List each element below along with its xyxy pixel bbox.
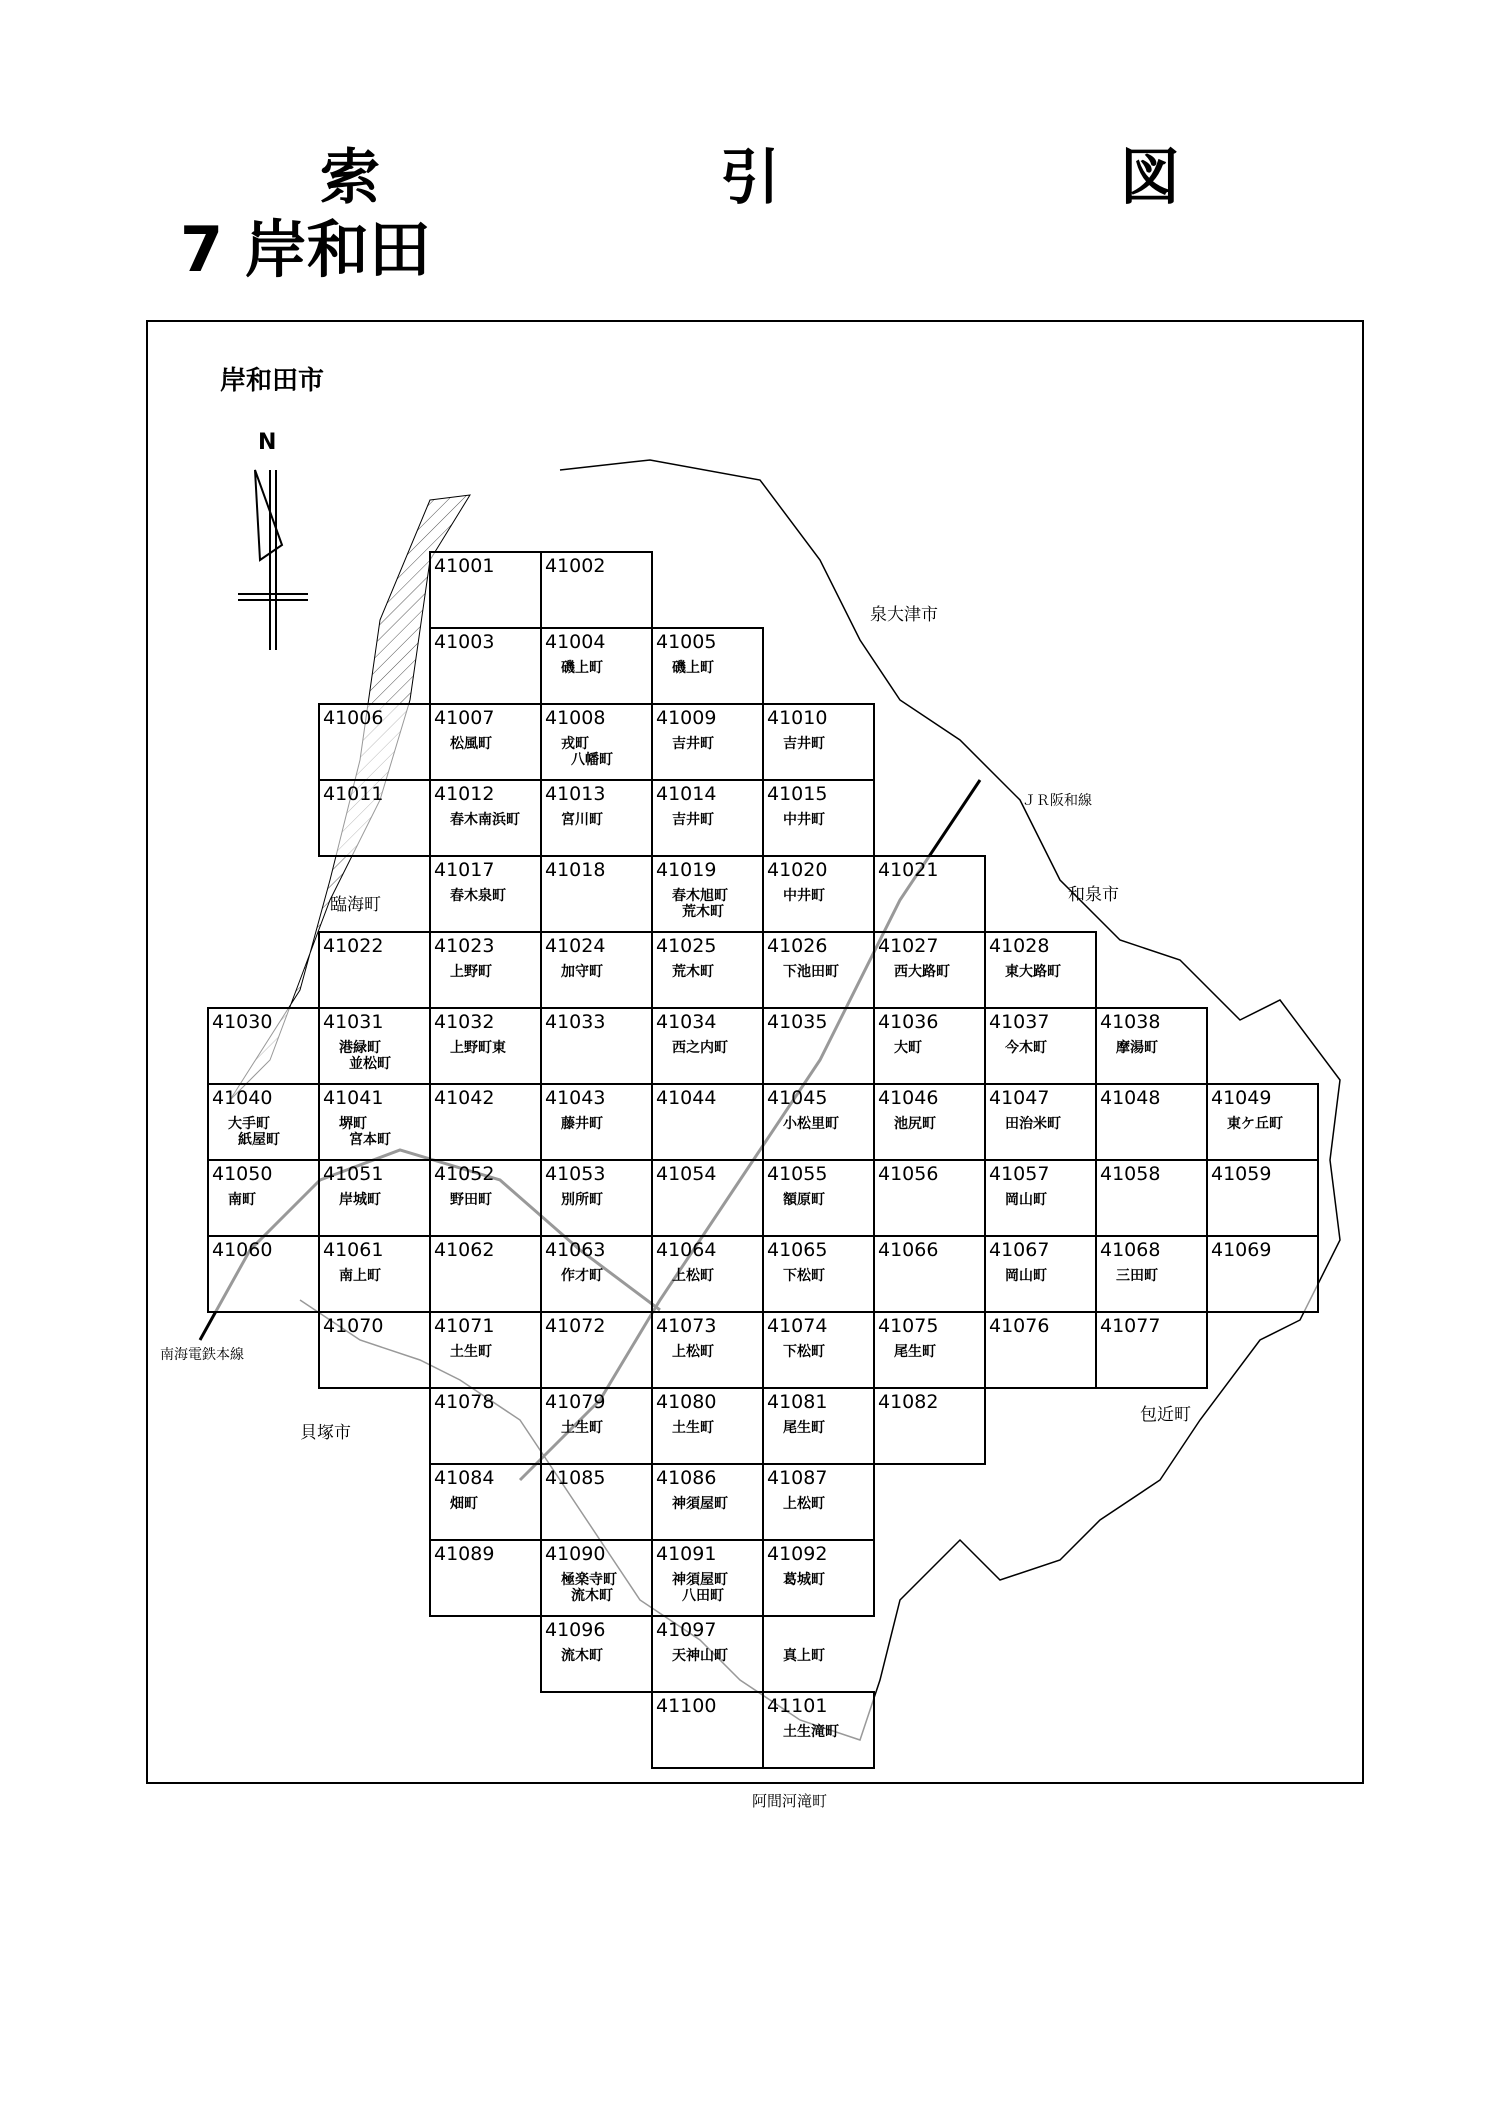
tile-number: 41021 — [878, 859, 939, 881]
town-label: 戎町 — [561, 736, 589, 752]
town-label: 神須屋町 — [672, 1496, 728, 1512]
town-label: 宮川町 — [561, 812, 603, 828]
tile-number: 41059 — [1211, 1163, 1272, 1185]
tile-number: 41025 — [656, 935, 717, 957]
tile-number: 41068 — [1100, 1239, 1161, 1261]
town-label: 野田町 — [450, 1192, 492, 1208]
tile-number: 41022 — [323, 935, 384, 957]
tile-number: 41041 — [323, 1087, 384, 1109]
tile-number: 41038 — [1100, 1011, 1161, 1033]
tile-number: 41091 — [656, 1543, 717, 1565]
tile-number: 41100 — [656, 1695, 717, 1717]
tile-number: 41086 — [656, 1467, 717, 1489]
town-label: 上松町 — [672, 1344, 714, 1360]
town-label: 上野町 — [450, 964, 492, 980]
town-label: 土生町 — [672, 1420, 714, 1436]
tile-number: 41089 — [434, 1543, 495, 1565]
tile-number: 41004 — [545, 631, 606, 653]
town-label: 今木町 — [1005, 1040, 1047, 1056]
tile-number: 41075 — [878, 1315, 939, 1337]
town-label: 大手町 — [228, 1116, 270, 1132]
tile-number: 41048 — [1100, 1087, 1161, 1109]
tile-number: 41032 — [434, 1011, 495, 1033]
tile-number: 41033 — [545, 1011, 606, 1033]
town-label: 加守町 — [561, 964, 603, 980]
tile-number: 41097 — [656, 1619, 717, 1641]
tile-number: 41062 — [434, 1239, 495, 1261]
label-jr: ＪＲ阪和線 — [1022, 793, 1092, 809]
tile-number: 41046 — [878, 1087, 939, 1109]
town-label: 流木町 — [561, 1648, 603, 1664]
tile-number: 41057 — [989, 1163, 1050, 1185]
label-akama: 阿間河滝町 — [752, 1792, 828, 1810]
town-label: 尾生町 — [894, 1344, 936, 1360]
tile-number: 41024 — [545, 935, 606, 957]
town-label: 額原町 — [783, 1192, 825, 1208]
town-label: 紙屋町 — [238, 1132, 280, 1148]
town-label: 下池田町 — [783, 964, 839, 980]
town-label: 宮本町 — [349, 1132, 391, 1148]
tile-number: 41019 — [656, 859, 717, 881]
town-label: 藤井町 — [561, 1116, 603, 1132]
tile-number: 41042 — [434, 1087, 495, 1109]
label-nankai: 南海電鉄本線 — [160, 1347, 244, 1363]
town-label: 港緑町 — [339, 1040, 381, 1056]
tile-number: 41078 — [434, 1391, 495, 1413]
town-label: 上野町東 — [450, 1040, 506, 1056]
town-label: 大町 — [894, 1040, 922, 1056]
city-label: 岸和田市 — [220, 366, 325, 396]
tile-number: 41051 — [323, 1163, 384, 1185]
tile-number: 41067 — [989, 1239, 1050, 1261]
tile-number: 41079 — [545, 1391, 606, 1413]
tile-number: 41031 — [323, 1011, 384, 1033]
tile-number: 41006 — [323, 707, 384, 729]
town-label: 土生滝町 — [783, 1724, 839, 1740]
tile-number: 41037 — [989, 1011, 1050, 1033]
town-label: 土生町 — [450, 1344, 492, 1360]
town-label: 別所町 — [561, 1192, 603, 1208]
town-label: 流木町 — [571, 1588, 613, 1604]
town-label: 並松町 — [349, 1056, 391, 1072]
town-label: 天神山町 — [672, 1648, 728, 1664]
tile-number: 41056 — [878, 1163, 939, 1185]
tile-number: 41082 — [878, 1391, 939, 1413]
town-label: 八幡町 — [571, 752, 613, 768]
tile-number: 41053 — [545, 1163, 606, 1185]
town-label: 東ケ丘町 — [1227, 1116, 1283, 1132]
tile-number: 41049 — [1211, 1087, 1272, 1109]
tile-number: 41034 — [656, 1011, 717, 1033]
page-title: 索 引 図 — [320, 143, 1320, 213]
town-label: 磯上町 — [672, 660, 714, 676]
tile-number: 41047 — [989, 1087, 1050, 1109]
tile-number: 41001 — [434, 555, 495, 577]
tile-number: 41045 — [767, 1087, 828, 1109]
town-label: 真上町 — [783, 1648, 825, 1664]
tile-number: 41007 — [434, 707, 495, 729]
town-label: 畑町 — [450, 1496, 478, 1512]
town-label: 葛城町 — [783, 1572, 825, 1588]
tile-number: 41096 — [545, 1619, 606, 1641]
tile-number: 41008 — [545, 707, 606, 729]
tile-number: 41010 — [767, 707, 828, 729]
tile-number: 41054 — [656, 1163, 717, 1185]
tile-number: 41072 — [545, 1315, 606, 1337]
tile-number: 41009 — [656, 707, 717, 729]
label-kaizuka: 貝塚市 — [300, 1423, 351, 1443]
town-label: 磯上町 — [561, 660, 603, 676]
town-label: 南上町 — [339, 1268, 381, 1284]
tile-number: 41077 — [1100, 1315, 1161, 1337]
town-label: 極楽寺町 — [561, 1572, 617, 1588]
town-label: 中井町 — [783, 812, 825, 828]
tile-number: 41015 — [767, 783, 828, 805]
north-arrow-label: N — [258, 430, 277, 455]
tile-number: 41044 — [656, 1087, 717, 1109]
tile-number: 41014 — [656, 783, 717, 805]
tile-number: 41012 — [434, 783, 495, 805]
town-label: 池尻町 — [894, 1116, 936, 1132]
page-subtitle: 7 岸和田 — [180, 213, 431, 286]
label-rinkai: 臨海町 — [330, 895, 381, 915]
tile-number: 41043 — [545, 1087, 606, 1109]
label-izumi: 和泉市 — [1068, 885, 1119, 905]
town-label: 西大路町 — [894, 964, 950, 980]
tile-number: 41074 — [767, 1315, 828, 1337]
town-label: 吉井町 — [672, 736, 714, 752]
town-label: 摩湯町 — [1116, 1040, 1158, 1056]
town-label: 吉井町 — [783, 736, 825, 752]
town-label: 岸城町 — [339, 1192, 381, 1208]
tile-number: 41087 — [767, 1467, 828, 1489]
tile-number: 41085 — [545, 1467, 606, 1489]
town-label: 下松町 — [783, 1268, 825, 1284]
town-label: 八田町 — [682, 1588, 724, 1604]
tile-number: 41071 — [434, 1315, 495, 1337]
town-label: 吉井町 — [672, 812, 714, 828]
town-label: 松風町 — [450, 736, 492, 752]
town-label: 田治米町 — [1005, 1116, 1061, 1132]
town-label: 荒木町 — [672, 964, 714, 980]
town-label: 三田町 — [1116, 1268, 1158, 1284]
tile-number: 41028 — [989, 935, 1050, 957]
tile-number: 41070 — [323, 1315, 384, 1337]
label-hokin: 包近町 — [1140, 1405, 1191, 1425]
tile-number: 41058 — [1100, 1163, 1161, 1185]
tile-number: 41018 — [545, 859, 606, 881]
tile-number: 41002 — [545, 555, 606, 577]
tile-number: 41023 — [434, 935, 495, 957]
tile-number: 41090 — [545, 1543, 606, 1565]
tile-number: 41020 — [767, 859, 828, 881]
town-label: 荒木町 — [682, 904, 724, 920]
tile-number: 41092 — [767, 1543, 828, 1565]
tile-number: 41017 — [434, 859, 495, 881]
tile-number: 41084 — [434, 1467, 495, 1489]
tile-number: 41066 — [878, 1239, 939, 1261]
tile-number: 41050 — [212, 1163, 273, 1185]
tile-number: 41081 — [767, 1391, 828, 1413]
town-label: 中井町 — [783, 888, 825, 904]
tile-number: 41064 — [656, 1239, 717, 1261]
tile-number: 41061 — [323, 1239, 384, 1261]
tile-number: 41076 — [989, 1315, 1050, 1337]
tile-number: 41052 — [434, 1163, 495, 1185]
tile-number: 41036 — [878, 1011, 939, 1033]
town-label: 春木南浜町 — [450, 812, 520, 828]
town-label: 上松町 — [783, 1496, 825, 1512]
town-label: 西之内町 — [672, 1040, 728, 1056]
town-label: 南町 — [228, 1192, 256, 1208]
town-label: 岡山町 — [1005, 1268, 1047, 1284]
town-label: 春木泉町 — [450, 888, 506, 904]
town-label: 堺町 — [339, 1116, 367, 1132]
tile-number: 41060 — [212, 1239, 273, 1261]
town-label: 小松里町 — [783, 1116, 839, 1132]
tile-number: 41080 — [656, 1391, 717, 1413]
tile-number: 41040 — [212, 1087, 273, 1109]
town-label: 尾生町 — [783, 1420, 825, 1436]
tile-number: 41055 — [767, 1163, 828, 1185]
tile-number: 41026 — [767, 935, 828, 957]
tile-number: 41063 — [545, 1239, 606, 1261]
tile-number: 41011 — [323, 783, 384, 805]
town-label: 神須屋町 — [672, 1572, 728, 1588]
town-label: 春木旭町 — [672, 888, 728, 904]
town-label: 下松町 — [783, 1344, 825, 1360]
town-label: 東大路町 — [1005, 964, 1061, 980]
town-label: 作才町 — [561, 1268, 603, 1284]
tile-number: 41005 — [656, 631, 717, 653]
tile-number: 41030 — [212, 1011, 273, 1033]
town-label: 岡山町 — [1005, 1192, 1047, 1208]
tile-number: 41065 — [767, 1239, 828, 1261]
label-izumiotsu: 泉大津市 — [870, 605, 938, 625]
tile-number: 41101 — [767, 1695, 828, 1717]
town-label: 上松町 — [672, 1268, 714, 1284]
tile-number: 41069 — [1211, 1239, 1272, 1261]
town-label: 土生町 — [561, 1420, 603, 1436]
tile-number: 41027 — [878, 935, 939, 957]
tile-number: 41013 — [545, 783, 606, 805]
tile-number: 41035 — [767, 1011, 828, 1033]
tile-number: 41073 — [656, 1315, 717, 1337]
tile-number: 41003 — [434, 631, 495, 653]
